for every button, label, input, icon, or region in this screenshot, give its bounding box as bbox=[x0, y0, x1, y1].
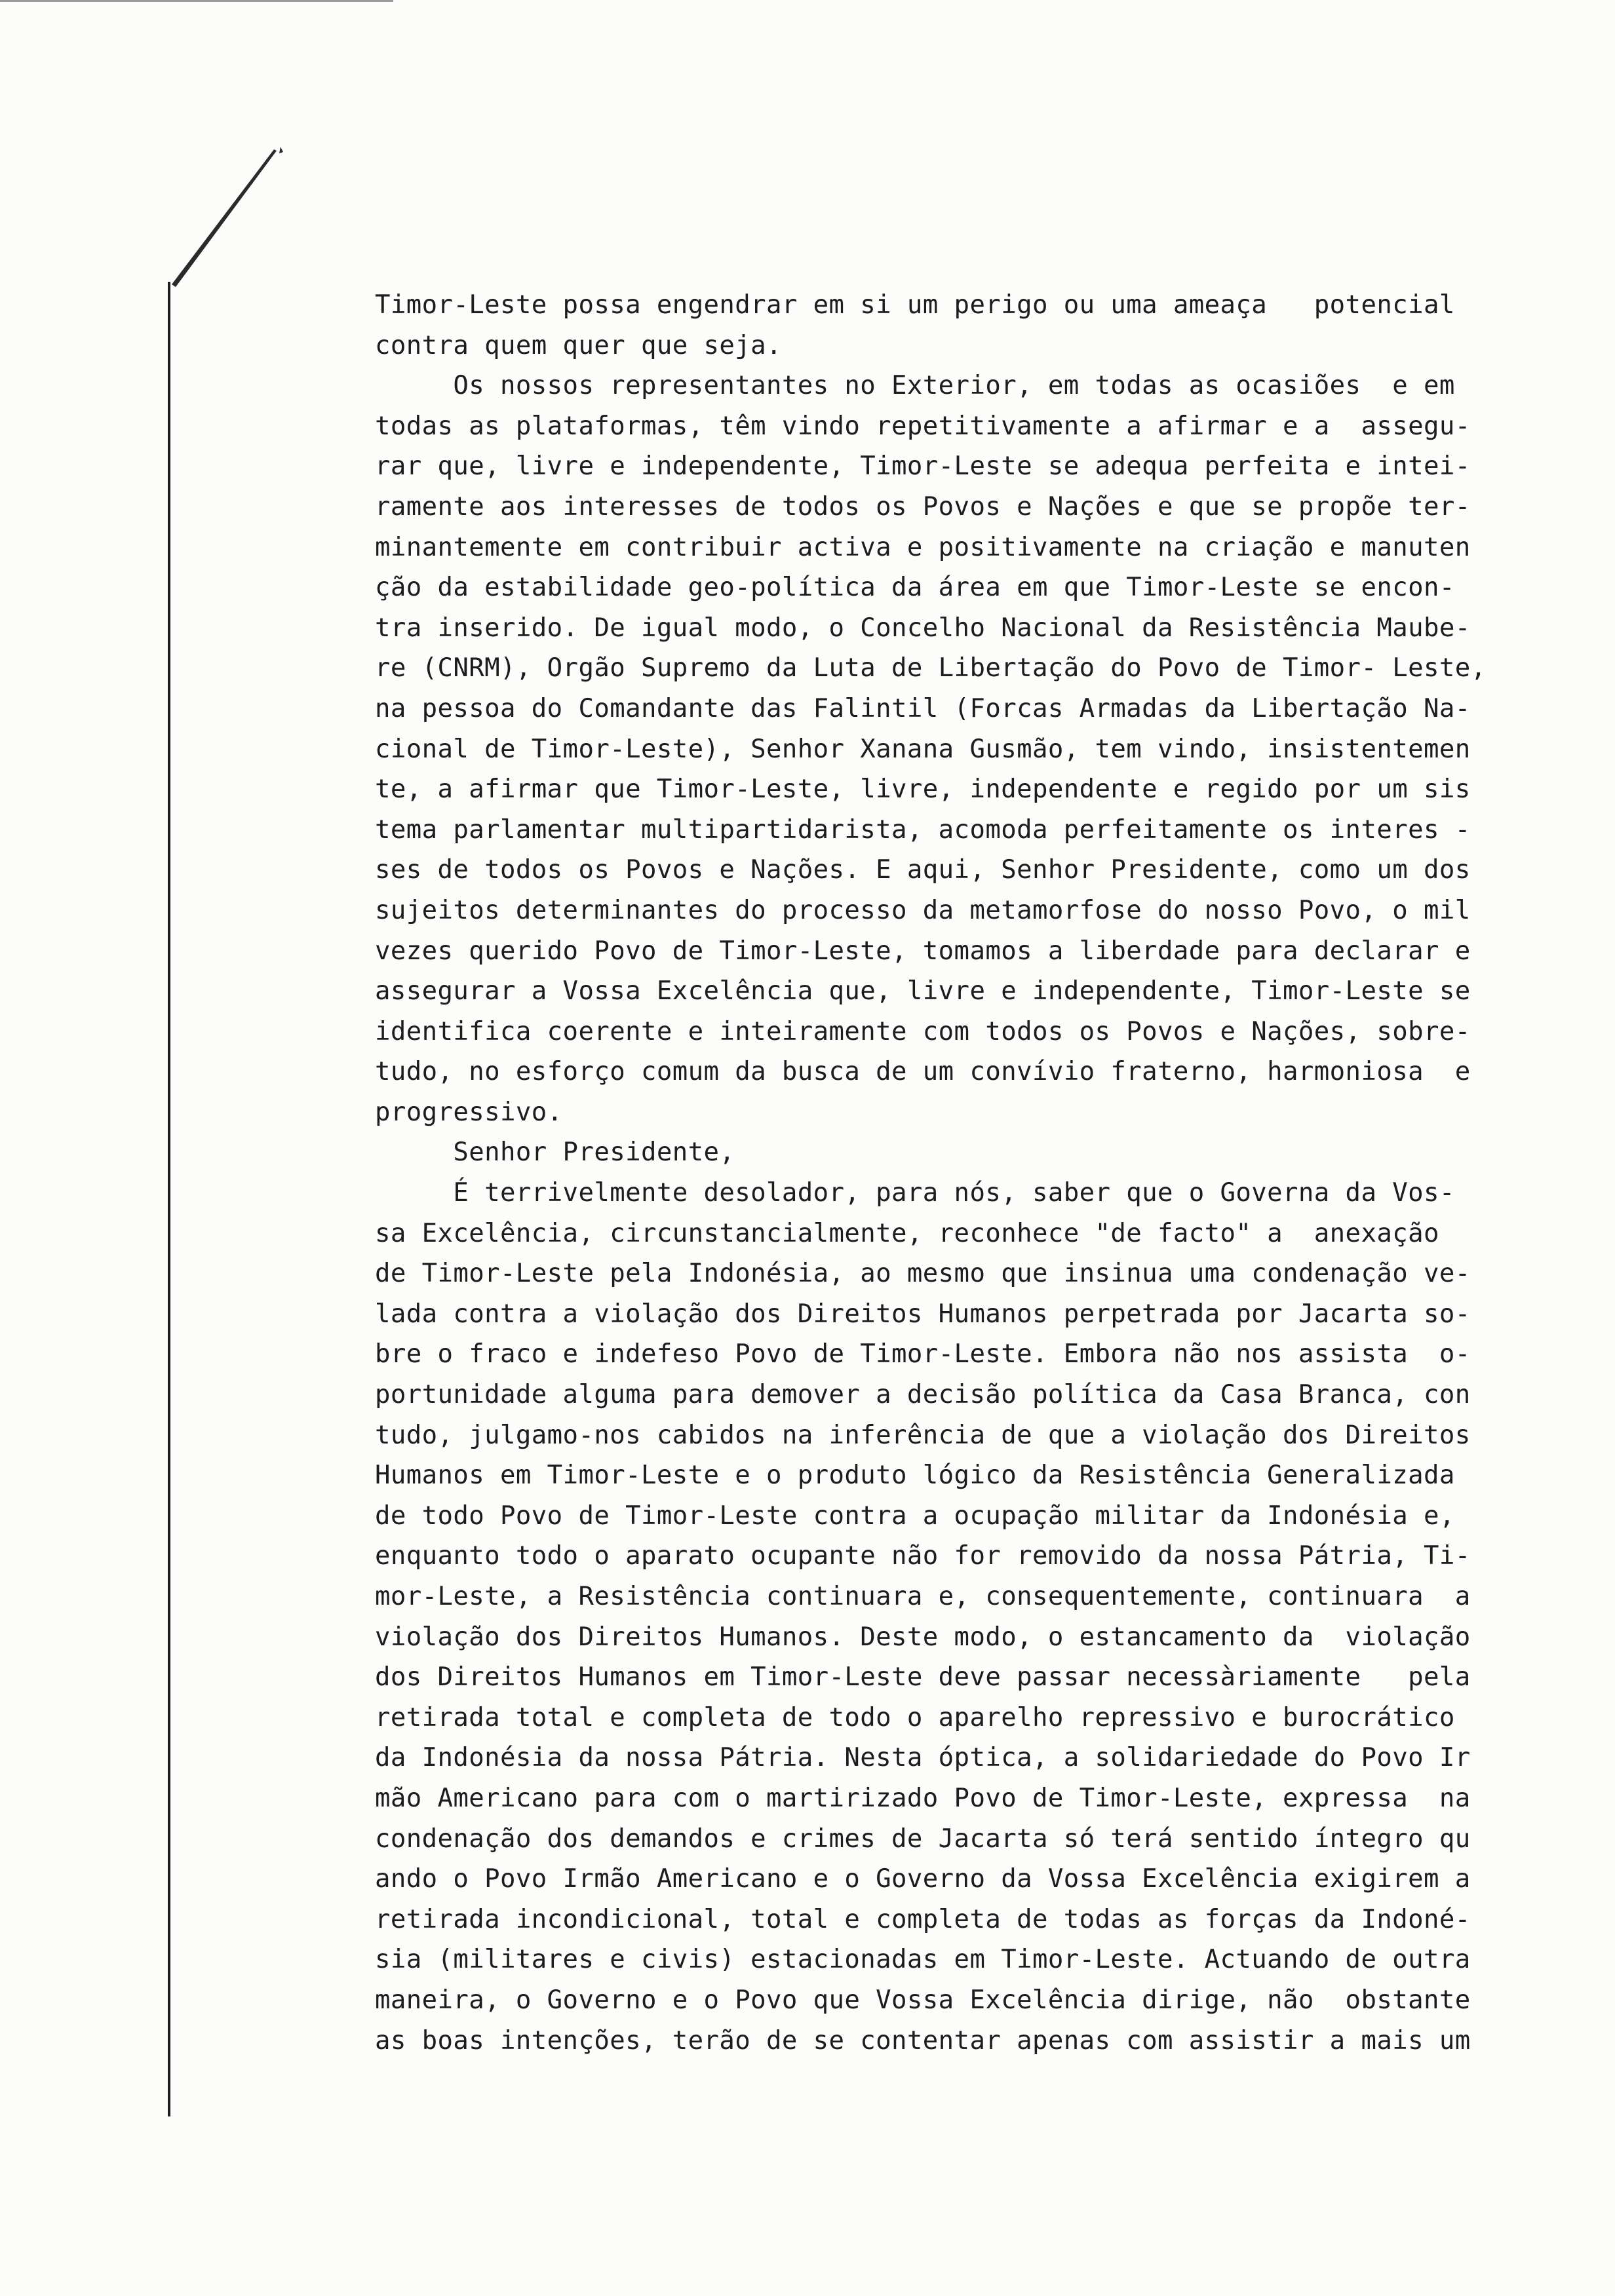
text-line: retirada incondicional, total e completa de todas as forças da Indoné- bbox=[375, 1904, 1471, 1934]
text-line: ando o Povo Irmão Americano e o Governo da Vossa Excelência exigirem a bbox=[375, 1864, 1471, 1894]
text-line: Os nossos representantes no Exterior, em todas as ocasiões e em bbox=[375, 371, 1455, 401]
text-line: progressivo. bbox=[375, 1097, 563, 1127]
text-line: mão Americano para com o martirizado Povo de Timor-Leste, expressa na bbox=[375, 1783, 1471, 1813]
left-margin-line bbox=[168, 282, 170, 2116]
text-line: ramente aos interesses de todos os Povos e Nações e que se propõe ter- bbox=[375, 491, 1471, 522]
text-line: assegurar a Vossa Excelência que, livre e independente, Timor-Leste se bbox=[375, 976, 1471, 1006]
text-line: tema parlamentar multipartidarista, acomoda perfeitamente os interes - bbox=[375, 814, 1471, 845]
text-line: Timor-Leste possa engendrar em si um perigo ou uma ameaça potencial bbox=[375, 290, 1455, 320]
text-line: sujeitos determinantes do processo da metamorfose do nosso Povo, o mil bbox=[375, 895, 1471, 925]
text-line: violação dos Direitos Humanos. Deste modo, o estancamento da violação bbox=[375, 1622, 1471, 1652]
text-line: ção da estabilidade geo-política da área em que Timor-Leste se encon- bbox=[375, 573, 1455, 603]
text-line: mor-Leste, a Resistência continuara e, consequentemente, continuara a bbox=[375, 1582, 1471, 1611]
text-line: sa Excelência, circunstancialmente, reconhece "de facto" a anexação bbox=[375, 1218, 1439, 1248]
text-line: tudo, julgamo-nos cabidos na inferência de que a violação dos Direitos bbox=[375, 1420, 1471, 1450]
margin-slash-mark bbox=[164, 144, 288, 295]
text-line: de todo Povo de Timor-Leste contra a ocupação militar da Indonésia e, bbox=[375, 1501, 1455, 1531]
text-line: Humanos em Timor-Leste e o produto lógico da Resistência Generalizada bbox=[375, 1461, 1455, 1491]
text-line: lada contra a violação dos Direitos Humanos perpetrada por Jacarta so- bbox=[375, 1299, 1471, 1329]
text-line: tra inserido. De igual modo, o Concelho Nacional da Resistência Maube- bbox=[375, 613, 1471, 643]
text-line: da Indonésia da nossa Pátria. Nesta óptica, a solidariedade do Povo Ir bbox=[375, 1743, 1471, 1773]
text-line: É terrivelmente desolador, para nós, saber que o Governa da Vos- bbox=[375, 1178, 1455, 1208]
text-line: de Timor-Leste pela Indonésia, ao mesmo que insinua uma condenação ve- bbox=[375, 1259, 1471, 1289]
text-line: bre o fraco e indefeso Povo de Timor-Leste. Embora não nos assista o- bbox=[375, 1339, 1471, 1369]
text-line: portunidade alguma para demover a decisão política da Casa Branca, con bbox=[375, 1380, 1471, 1410]
text-line: retirada total e completa de todo o aparelho repressivo e burocrático bbox=[375, 1702, 1455, 1732]
text-line: todas as plataformas, têm vindo repetitivamente a afirmar e a assegu- bbox=[375, 411, 1471, 441]
text-line: dos Direitos Humanos em Timor-Leste deve passar necessàriamente pela bbox=[375, 1662, 1471, 1693]
text-line: te, a afirmar que Timor-Leste, livre, independente e regido por um sis bbox=[375, 775, 1471, 805]
text-line: contra quem quer que seja. bbox=[375, 330, 782, 360]
text-line: enquanto todo o aparato ocupante não for removido da nossa Pátria, Ti- bbox=[375, 1541, 1471, 1571]
text-line: identifica coerente e inteiramente com todos os Povos e Nações, sobre- bbox=[375, 1016, 1471, 1046]
letter-body-text bbox=[375, 285, 1487, 2061]
top-edge-rule bbox=[0, 0, 393, 2]
text-line: re (CNRM), Orgão Supremo da Luta de Libertação do Povo de Timor- Leste, bbox=[375, 653, 1487, 683]
text-line: condenação dos demandos e crimes de Jacarta só terá sentido íntegro qu bbox=[375, 1824, 1471, 1854]
text-line: sia (militares e civis) estacionadas em Timor-Leste. Actuando de outra bbox=[375, 1945, 1471, 1975]
text-line: cional de Timor-Leste), Senhor Xanana Gusmão, tem vindo, insistentemen bbox=[375, 734, 1471, 764]
text-line: as boas intenções, terão de se contentar apenas com assistir a mais um bbox=[375, 2025, 1471, 2056]
text-line: na pessoa do Comandante das Falintil (Forcas Armadas da Libertação Na- bbox=[375, 693, 1471, 723]
text-line: tudo, no esforço comum da busca de um convívio fraterno, harmoniosa e bbox=[375, 1057, 1471, 1087]
text-line: maneira, o Governo e o Povo que Vossa Excelência dirige, não obstante bbox=[375, 1985, 1471, 2015]
text-line: vezes querido Povo de Timor-Leste, tomamos a liberdade para declarar e bbox=[375, 936, 1471, 966]
text-line: minantemente em contribuir activa e positivamente na criação e manuten bbox=[375, 532, 1471, 562]
text-line: Senhor Presidente, bbox=[375, 1138, 735, 1168]
text-line: ses de todos os Povos e Nações. E aqui, Senhor Presidente, como um dos bbox=[375, 855, 1471, 885]
text-line: rar que, livre e independente, Timor-Leste se adequa perfeita e intei- bbox=[375, 451, 1471, 482]
